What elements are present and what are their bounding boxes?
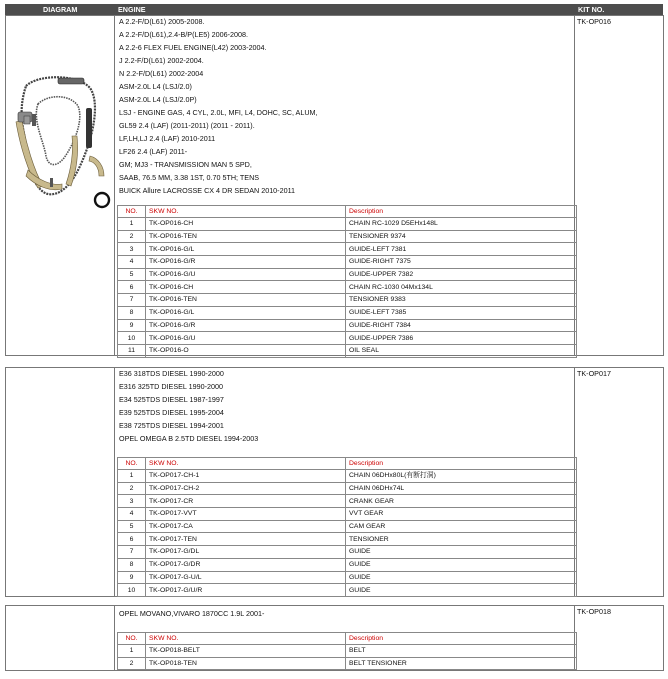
row-number: 1 [118,218,146,231]
col-skw-no: SKW NO. [146,458,346,470]
parts-table-header [118,206,577,218]
guide-vertical [86,108,92,148]
table-row [118,546,577,559]
part-description: CHAIN 06DHx80L(有断打洞) [346,470,577,483]
row-number: 3 [118,243,146,256]
row-number: 1 [118,645,146,658]
part-description: GUIDE-UPPER 7386 [346,332,577,345]
skw-number: TK-OP017-CR [146,495,346,508]
skw-number: TK-OP016-CH [146,218,346,231]
table-row [118,268,577,281]
table-row [118,558,577,571]
col-description: Description [346,458,577,470]
part-description: CHAIN RC-1030 04Mx134L [346,281,577,294]
bolt [50,178,53,187]
header-kit-no: KIT NO. [578,5,605,14]
row-number: 11 [118,344,146,357]
table-row [118,470,577,483]
parts-table [117,632,577,670]
skw-number: TK-OP016-G/R [146,319,346,332]
header-diagram: DIAGRAM [43,5,78,14]
part-description: CAM GEAR [346,520,577,533]
table-row [118,645,577,658]
table-row [118,294,577,307]
engine-line: ASM-2.0L L4 (LSJ/2.0P) [119,95,197,104]
engine-line: A 2.2-F/D(L61),2.4-B/P(LE5) 2006-2008. [119,30,249,39]
engine-line: J 2.2-F/D(L61) 2002-2004. [119,56,204,65]
skw-number: TK-OP016-G/R [146,256,346,269]
row-number: 4 [118,508,146,521]
skw-number: TK-OP016-TEN [146,230,346,243]
table-row [118,584,577,597]
engine-line: E38 725TDS DIESEL 1994-2001 [119,421,224,430]
part-description: GUIDE-UPPER 7382 [346,268,577,281]
kit-section-op018 [5,605,664,671]
row-number: 5 [118,520,146,533]
part-description: TENSIONER [346,533,577,546]
engine-line: BUICK Allure LACROSSE CX 4 DR SEDAN 2010-2011 [119,186,296,195]
guide-upper [58,78,84,84]
tensioner [24,116,30,124]
skw-number: TK-OP017-CA [146,520,346,533]
engine-line: E316 325TD DIESEL 1990-2000 [119,382,224,391]
row-number: 2 [118,230,146,243]
parts-table-header [118,458,577,470]
col-no: NO. [118,633,146,645]
engine-line: GM; MJ3 - TRANSMISSION MAN 5 SPD, [119,160,252,169]
row-number: 7 [118,546,146,559]
engine-line: LSJ - ENGINE GAS, 4 CYL, 2.0L, MFI, L4, DOHC, SC, ALUM, [119,108,318,117]
table-row [118,218,577,231]
row-number: 10 [118,584,146,597]
engine-line: E39 525TDS DIESEL 1995-2004 [119,408,224,417]
col-skw-no: SKW NO. [146,633,346,645]
engine-line: N 2.2-F/D(L61) 2002-2004 [119,69,204,78]
part-description: TENSIONER 9374 [346,230,577,243]
timing-chain-diagram [8,76,114,226]
part-description: GUIDE-RIGHT 7384 [346,319,577,332]
table-row [118,332,577,345]
row-number: 9 [118,571,146,584]
skw-number: TK-OP016-G/U [146,268,346,281]
table-row [118,319,577,332]
oil-seal [95,193,109,207]
col-description: Description [346,633,577,645]
row-number: 3 [118,495,146,508]
kit-number: TK-OP017 [577,369,611,378]
skw-number: TK-OP016-G/L [146,243,346,256]
bolt [32,114,36,126]
kit-number: TK-OP018 [577,607,611,616]
table-row [118,657,577,670]
row-number: 6 [118,533,146,546]
row-number: 1 [118,470,146,483]
part-description: BELT TENSIONER [346,657,577,670]
table-row [118,281,577,294]
skw-number: TK-OP017-G/U/R [146,584,346,597]
row-number: 5 [118,268,146,281]
table-row [118,230,577,243]
parts-table [117,205,577,358]
table-row [118,344,577,357]
part-description: GUIDE [346,584,577,597]
kit-number: TK-OP016 [577,17,611,26]
skw-number: TK-OP017-CH-2 [146,482,346,495]
table-row [118,533,577,546]
parts-table-header [118,633,577,645]
parts-table [117,457,577,597]
col-skw-no: SKW NO. [146,206,346,218]
table-row [118,256,577,269]
table-row [118,571,577,584]
row-number: 4 [118,256,146,269]
part-description: CHAIN 06DHx74L [346,482,577,495]
part-description: GUIDE [346,558,577,571]
header-engine: ENGINE [118,5,146,14]
part-description: OIL SEAL [346,344,577,357]
skw-number: TK-OP016-G/L [146,306,346,319]
kit-section-op017 [5,367,664,597]
col-description: Description [346,206,577,218]
col-no: NO. [118,458,146,470]
kit-section-op016 [5,15,664,356]
col-no: NO. [118,206,146,218]
skw-number: TK-OP016-O [146,344,346,357]
row-number: 8 [118,306,146,319]
skw-number: TK-OP017-TEN [146,533,346,546]
part-description: BELT [346,645,577,658]
part-description: CRANK GEAR [346,495,577,508]
guide-small [89,156,104,176]
engine-line: A 2.2-6 FLEX FUEL ENGINE(L42) 2003-2004. [119,43,267,52]
guide-lower [26,170,62,190]
engine-line: LF26 2.4 (LAF) 2011- [119,147,188,156]
engine-line: SAAB, 76.5 MM, 3.38 1ST, 0.70 5TH; TENS [119,173,260,182]
row-number: 9 [118,319,146,332]
part-description: GUIDE [346,571,577,584]
table-row [118,495,577,508]
skw-number: TK-OP018-BELT [146,645,346,658]
skw-number: TK-OP016-TEN [146,294,346,307]
skw-number: TK-OP016-G/U [146,332,346,345]
table-row [118,243,577,256]
part-description: GUIDE [346,546,577,559]
engine-line: OPEL OMEGA B 2.5TD DIESEL 1994-2003 [119,434,259,443]
row-number: 7 [118,294,146,307]
skw-number: TK-OP018-TEN [146,657,346,670]
table-header [5,4,663,15]
table-row [118,508,577,521]
engine-line: OPEL MOVANO,VIVARO 1870CC 1.9L 2001- [119,609,265,618]
part-description: CHAIN RC-1029 D5EHx148L [346,218,577,231]
row-number: 6 [118,281,146,294]
skw-number: TK-OP016-CH [146,281,346,294]
part-description: GUIDE-RIGHT 7375 [346,256,577,269]
engine-line: GL59 2.4 (LAF) (2011-2011) (2011 - 2011). [119,121,255,130]
row-number: 2 [118,657,146,670]
engine-line: A 2.2-F/D(L61) 2005-2008. [119,17,205,26]
engine-line: LF,LH,LJ 2.4 (LAF) 2010-2011 [119,134,216,143]
part-description: GUIDE-LEFT 7381 [346,243,577,256]
table-row [118,306,577,319]
engine-line: E36 318TDS DIESEL 1990-2000 [119,369,224,378]
part-description: GUIDE-LEFT 7385 [346,306,577,319]
skw-number: TK-OP017-G-U/L [146,571,346,584]
row-number: 10 [118,332,146,345]
table-row [118,482,577,495]
part-description: TENSIONER 9383 [346,294,577,307]
table-row [118,520,577,533]
engine-line: ASM-2.0L L4 (LSJ/2.0) [119,82,192,91]
row-number: 2 [118,482,146,495]
skw-number: TK-OP017-CH-1 [146,470,346,483]
part-description: VVT GEAR [346,508,577,521]
row-number: 8 [118,558,146,571]
skw-number: TK-OP017-G/DL [146,546,346,559]
skw-number: TK-OP017-VVT [146,508,346,521]
engine-line: E34 525TDS DIESEL 1987-1997 [119,395,224,404]
skw-number: TK-OP017-G/DR [146,558,346,571]
